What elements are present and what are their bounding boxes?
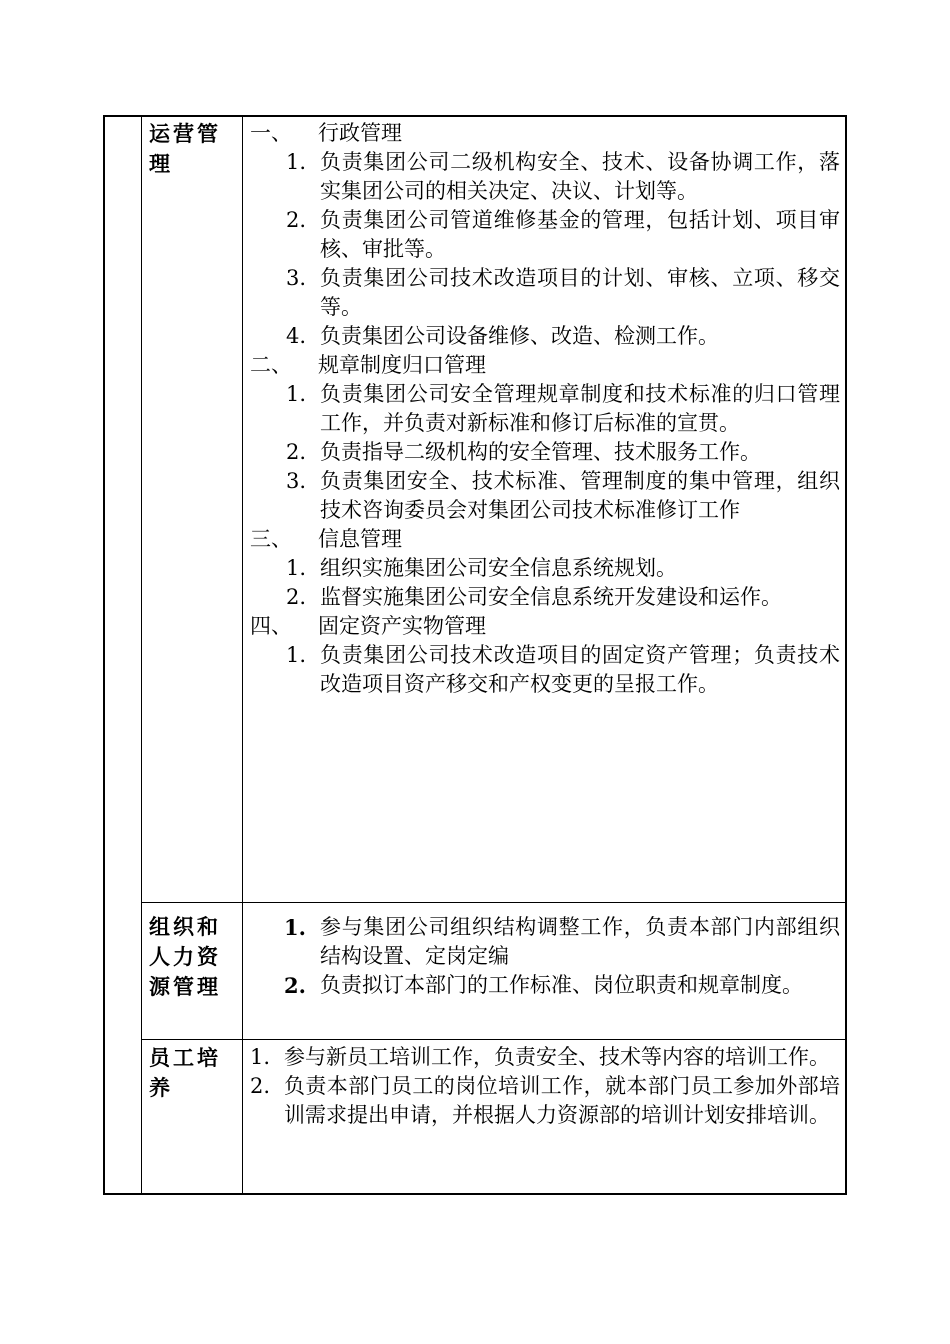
item-text: 负责集团公司技术改造项目的计划、审核、立项、移交等。: [320, 266, 840, 319]
section-mark: 一、: [250, 121, 292, 145]
list-item: [250, 641, 840, 699]
list-item: [250, 971, 840, 1000]
list-item: [250, 467, 840, 525]
list-item: [250, 322, 840, 351]
item-number: 3.: [286, 266, 307, 290]
item-number: 1.: [286, 150, 307, 174]
section-regulations: [250, 351, 840, 380]
operations-content: [250, 119, 840, 699]
item-text: 负责集团公司二级机构安全、技术、设备协调工作，落实集团公司的相关决定、决议、计划等。: [320, 150, 840, 203]
list-item: [250, 438, 840, 467]
item-text: 负责拟订本部门的工作标准、岗位职责和规章制度。: [320, 973, 803, 997]
list-item: [250, 206, 840, 264]
item-number: 2.: [286, 440, 307, 464]
hr-content: [250, 913, 840, 1000]
section-mark: 四、: [250, 614, 292, 638]
column-divider-2: [242, 117, 243, 1193]
item-number: 1.: [284, 915, 306, 940]
item-number: 4.: [286, 324, 307, 348]
item-text: 参与集团公司组织结构调整工作，负责本部门内部组织结构设置、定岗定编: [320, 915, 840, 968]
item-text: 负责本部门员工的岗位培训工作，就本部门员工参加外部培训需求提出申请，并根据人力资源部的培训计划安排培训。: [284, 1074, 840, 1127]
section-title: 固定资产实物管理: [318, 614, 486, 638]
section-mark: 二、: [250, 353, 292, 377]
item-number: 1.: [286, 643, 307, 667]
row-label-hr: 组织和人力资源管理: [149, 914, 221, 999]
list-item: [250, 264, 840, 322]
section-mark: 三、: [250, 527, 292, 551]
item-text: 监督实施集团公司安全信息系统开发建设和运作。: [320, 585, 782, 609]
item-text: 负责指导二级机构的安全管理、技术服务工作。: [320, 440, 761, 464]
item-number: 1.: [286, 382, 307, 406]
list-item: [250, 1072, 840, 1130]
list-item: [250, 554, 840, 583]
row-divider-1: [141, 902, 845, 903]
list-item: [250, 913, 840, 971]
item-number: 1.: [286, 556, 307, 580]
list-item: [250, 583, 840, 612]
item-number: 2.: [286, 585, 307, 609]
row-label-operations: 运营管理: [149, 121, 221, 176]
section-fixed-assets: [250, 612, 840, 641]
item-text: 组织实施集团公司安全信息系统规划。: [320, 556, 677, 580]
section-title: 信息管理: [318, 527, 402, 551]
column-divider-1: [141, 117, 142, 1193]
list-item: [250, 1043, 840, 1072]
item-text: 负责集团公司安全管理规章制度和技术标准的归口管理工作，并负责对新标准和修订后标准的宣贯。: [320, 382, 840, 435]
item-number: 2.: [284, 973, 306, 998]
item-text: 负责集团安全、技术标准、管理制度的集中管理，组织技术咨询委员会对集团公司技术标准修订工作: [320, 469, 840, 522]
item-number: 2.: [250, 1074, 271, 1098]
row-label-training: 员工培养: [149, 1045, 221, 1100]
item-number: 3.: [286, 469, 307, 493]
item-text: 负责集团公司技术改造项目的固定资产管理；负责技术改造项目资产移交和产权变更的呈报工作。: [320, 643, 840, 696]
section-information: [250, 525, 840, 554]
section-admin: [250, 119, 840, 148]
list-item: [250, 380, 840, 438]
item-text: 参与新员工培训工作，负责安全、技术等内容的培训工作。: [284, 1045, 830, 1069]
list-item: [250, 148, 840, 206]
section-title: 行政管理: [318, 121, 402, 145]
section-title: 规章制度归口管理: [318, 353, 486, 377]
training-content: [250, 1043, 840, 1130]
item-text: 负责集团公司设备维修、改造、检测工作。: [320, 324, 719, 348]
item-number: 1.: [250, 1045, 271, 1069]
item-text: 负责集团公司管道维修基金的管理，包括计划、项目审核、审批等。: [320, 208, 840, 261]
item-number: 2.: [286, 208, 307, 232]
row-divider-2: [141, 1039, 845, 1040]
